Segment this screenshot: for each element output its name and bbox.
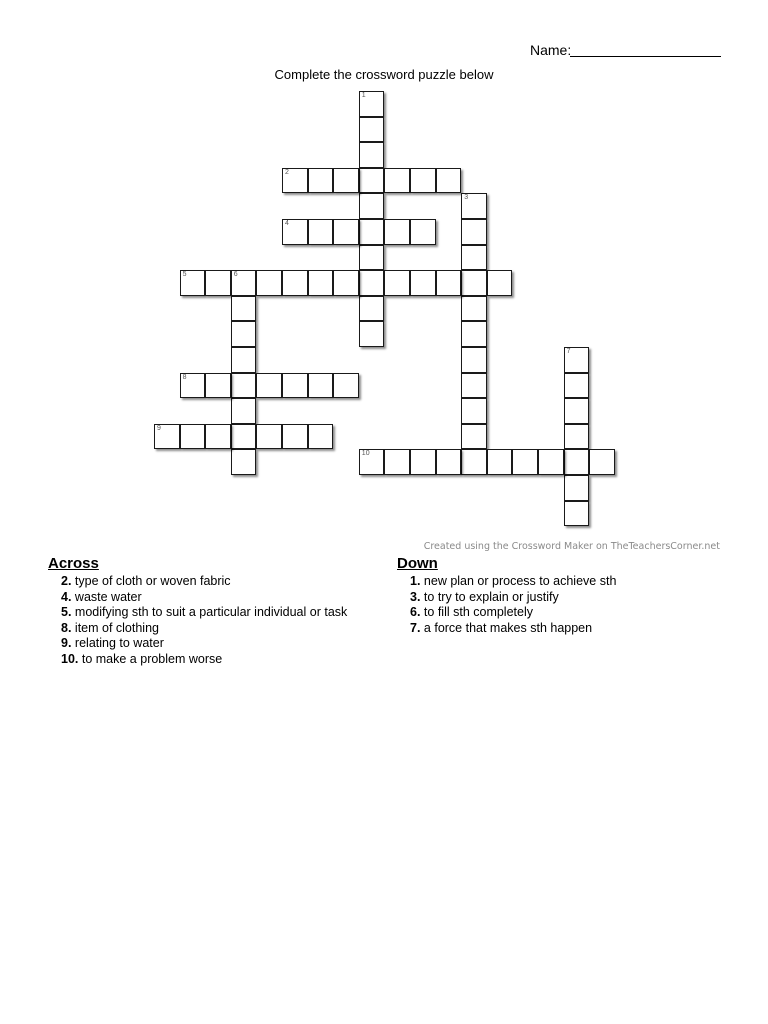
- crossword-cell[interactable]: [231, 373, 257, 399]
- crossword-cell[interactable]: [205, 373, 231, 399]
- crossword-cell[interactable]: [461, 424, 487, 450]
- crossword-cell[interactable]: [461, 373, 487, 399]
- crossword-cell[interactable]: [359, 219, 385, 245]
- crossword-cell[interactable]: [487, 449, 513, 475]
- crossword-cell[interactable]: [308, 424, 334, 450]
- crossword-cell[interactable]: [564, 501, 590, 527]
- crossword-cell[interactable]: [384, 219, 410, 245]
- crossword-cell[interactable]: [461, 449, 487, 475]
- crossword-cell[interactable]: [231, 449, 257, 475]
- crossword-cell[interactable]: [180, 373, 206, 399]
- crossword-cell[interactable]: [564, 424, 590, 450]
- crossword-cell[interactable]: [282, 168, 308, 194]
- crossword-cell[interactable]: [308, 270, 334, 296]
- cell-number: 7: [566, 348, 571, 355]
- cell-number: 8: [182, 373, 187, 381]
- crossword-cell[interactable]: [461, 398, 487, 424]
- cell-number: 9: [157, 424, 161, 432]
- crossword-cell[interactable]: [282, 270, 308, 296]
- crossword-cell[interactable]: [256, 373, 282, 399]
- crossword-cell[interactable]: [487, 270, 513, 296]
- clue-across-2: 2. type of cloth or woven fabric: [61, 574, 231, 588]
- crossword-cell[interactable]: [205, 270, 231, 296]
- crossword-cell[interactable]: [384, 449, 410, 475]
- clue-across-8: 8. item of clothing: [61, 620, 159, 635]
- crossword-cell[interactable]: [256, 424, 282, 450]
- crossword-cell[interactable]: [359, 117, 385, 143]
- crossword-cell[interactable]: [461, 321, 487, 347]
- crossword-cell[interactable]: [384, 168, 410, 194]
- crossword-cell[interactable]: [333, 219, 359, 245]
- cell-number: 4: [285, 220, 289, 227]
- crossword-cell[interactable]: [410, 219, 436, 245]
- cell-number: 6: [233, 271, 238, 279]
- crossword-cell[interactable]: [308, 219, 334, 245]
- crossword-cell[interactable]: [461, 270, 487, 296]
- crossword-cell[interactable]: [359, 449, 385, 475]
- clue-down-3: 3. to try to explain or justify: [410, 589, 559, 604]
- crossword-cell[interactable]: [359, 91, 385, 117]
- crossword-cell[interactable]: [180, 270, 206, 296]
- crossword-cell[interactable]: [231, 398, 257, 424]
- crossword-cell[interactable]: [564, 373, 590, 399]
- crossword-cell[interactable]: [282, 373, 308, 399]
- cell-number: 3: [464, 194, 469, 202]
- crossword-cell[interactable]: [359, 270, 385, 296]
- crossword-cell[interactable]: [410, 270, 436, 296]
- crossword-cell[interactable]: [333, 168, 359, 194]
- crossword-cell[interactable]: [256, 270, 282, 296]
- crossword-cell[interactable]: [359, 296, 385, 322]
- down-clues: [397, 555, 727, 636]
- crossword-cell[interactable]: [461, 296, 487, 322]
- cell-number: 5: [182, 271, 187, 279]
- crossword-cell[interactable]: [205, 424, 231, 450]
- credit-line: Created using the Crossword Maker on TheTeachersCorner.net: [423, 541, 720, 552]
- crossword-cell[interactable]: [410, 168, 436, 194]
- clue-down-1: 1. new plan or process to achieve sth: [410, 574, 617, 588]
- across-heading: Across: [48, 555, 99, 572]
- clue-across-9: 9. relating to water: [61, 636, 164, 651]
- crossword-cell[interactable]: [282, 424, 308, 450]
- crossword-cell[interactable]: [231, 270, 257, 296]
- crossword-cell[interactable]: [461, 193, 487, 219]
- crossword-cell[interactable]: [436, 449, 462, 475]
- crossword-cell[interactable]: [461, 347, 487, 373]
- clue-down-7: 7. a force that makes sth happen: [410, 620, 593, 635]
- crossword-cell[interactable]: [333, 373, 359, 399]
- crossword-cell[interactable]: [384, 270, 410, 296]
- cell-number: 10: [361, 450, 370, 458]
- crossword-cell[interactable]: [436, 168, 462, 194]
- clue-across-10: 10. to make a problem worse: [61, 651, 223, 666]
- crossword-cell[interactable]: [589, 449, 615, 475]
- crossword-cell[interactable]: [359, 168, 385, 194]
- crossword-cell[interactable]: [564, 475, 590, 501]
- clue-across-5: 5. modifying sth to suit a particular individual or task: [61, 605, 348, 620]
- crossword-cell[interactable]: [461, 245, 487, 271]
- crossword-cell[interactable]: [333, 270, 359, 296]
- crossword-cell[interactable]: [436, 270, 462, 296]
- crossword-cell[interactable]: [564, 398, 590, 424]
- crossword-cell[interactable]: [359, 245, 385, 271]
- crossword-cell[interactable]: [231, 424, 257, 450]
- crossword-cell[interactable]: [308, 168, 334, 194]
- cell-number: 1: [361, 92, 366, 99]
- crossword-cell[interactable]: [282, 219, 308, 245]
- crossword-cell[interactable]: [564, 449, 590, 475]
- crossword-cell[interactable]: [308, 373, 334, 399]
- name-label: Name:: [530, 42, 572, 58]
- crossword-cell[interactable]: [359, 321, 385, 347]
- crossword-cell[interactable]: [512, 449, 538, 475]
- crossword-cell[interactable]: [154, 424, 180, 450]
- clue-across-4: 4. waste water: [61, 589, 142, 604]
- crossword-cell[interactable]: [231, 321, 257, 347]
- cell-number: 2: [285, 168, 289, 176]
- crossword-cell[interactable]: [231, 347, 257, 373]
- crossword-cell[interactable]: [410, 449, 436, 475]
- crossword-cell[interactable]: [359, 193, 385, 219]
- crossword-cell[interactable]: [359, 142, 385, 168]
- across-clues: [48, 555, 388, 668]
- crossword-cell[interactable]: [538, 449, 564, 475]
- clue-down-6: 6. to fill sth completely: [410, 605, 533, 620]
- crossword-cell[interactable]: [231, 296, 257, 322]
- crossword-cell[interactable]: [461, 219, 487, 245]
- down-heading: Down: [397, 555, 438, 572]
- crossword-cell[interactable]: [180, 424, 206, 450]
- crossword-cell[interactable]: [564, 347, 590, 373]
- instructions: Complete the crossword puzzle below: [274, 67, 494, 82]
